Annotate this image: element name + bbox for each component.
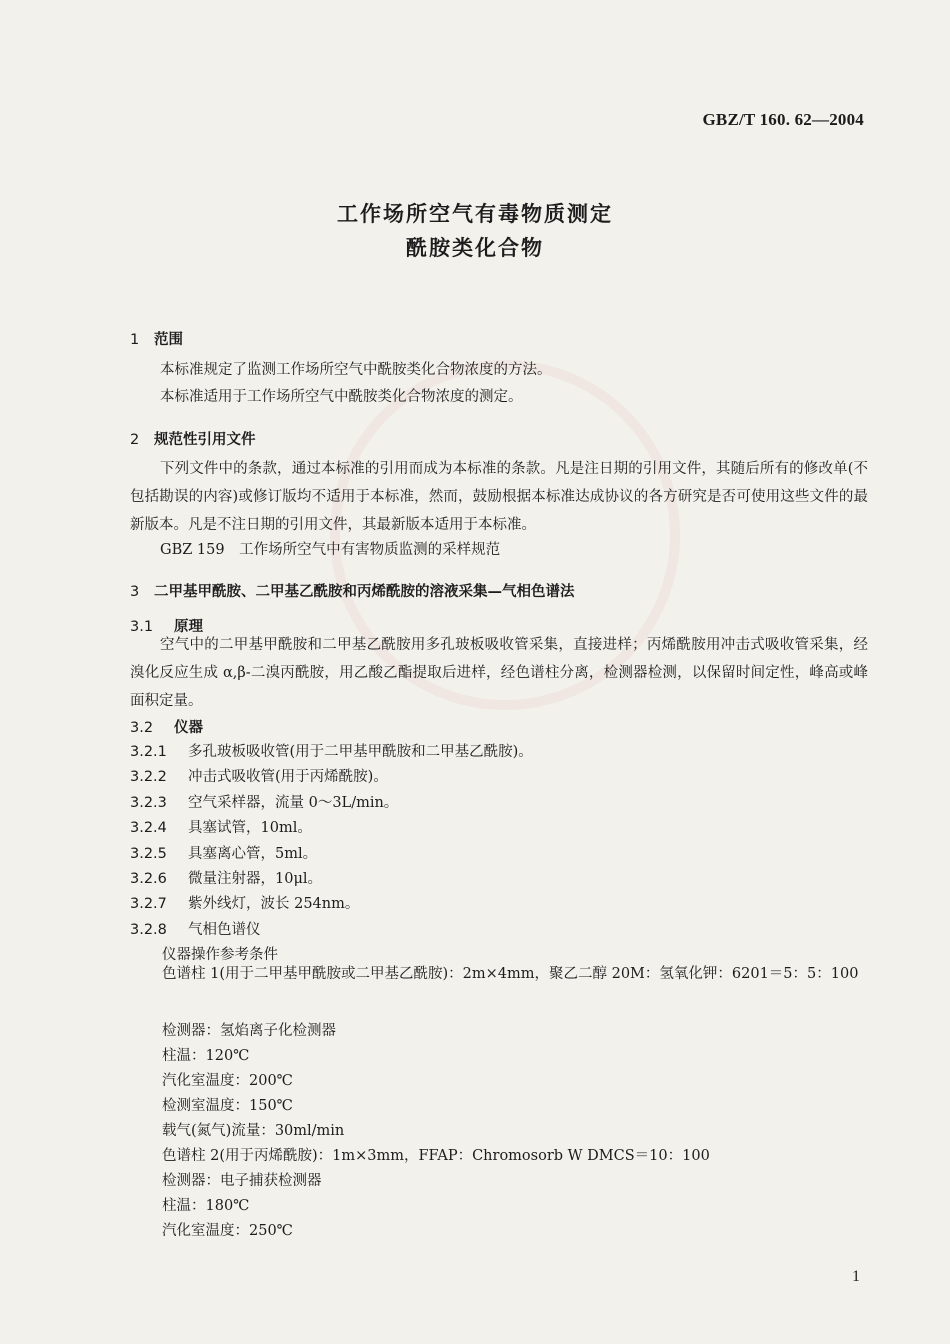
paragraph: 下列文件中的条款，通过本标准的引用而成为本标准的条款。凡是注日期的引用文件，其随后所有的修改单(不包括勘误的内容)或修订版均不适用于本标准，然而，鼓励根据本标准达成协议的各方研究是否可使用这些文件的最新版本。凡是不注日期的引用文件，其最新版本适用于本标准。 (130, 461, 868, 533)
paragraph: 本标准适用于工作场所空气中酰胺类化合物浓度的测定。 (160, 389, 523, 405)
document-code: GBZ/T 160. 62—2004 (702, 110, 864, 129)
list-item: 3.2.4 具塞试管，10ml。 (130, 820, 312, 836)
condition-line: 柱温：120℃ (162, 1048, 250, 1064)
paragraph: 空气中的二甲基甲酰胺和二甲基乙酰胺用多孔玻板吸收管采集，直接进样；丙烯酰胺用冲击式吸收管采集，经溴化反应生成 α,β-二溴丙酰胺，用乙酸乙酯提取后进样，经色谱柱分离，检测器检测，以保留时间定性，峰高或峰面积定量。 (130, 637, 868, 709)
condition-line: 载气(氮气)流量：30ml/min (162, 1123, 345, 1139)
list-item: 3.2.8 气相色谱仪 (130, 922, 261, 938)
section-heading-3: 3 二甲基甲酰胺、二甲基乙酰胺和丙烯酰胺的溶液采集—气相色谱法 (130, 584, 575, 600)
page-number: 1 (852, 1268, 860, 1285)
condition-line: 检测室温度：150℃ (162, 1098, 293, 1114)
condition-line: 检测器：电子捕获检测器 (162, 1173, 322, 1189)
conditions-heading: 仪器操作参考条件 (162, 947, 278, 963)
section-heading-2: 2 规范性引用文件 (130, 432, 256, 448)
condition-line: 柱温：180℃ (162, 1198, 250, 1214)
list-item: 3.2.5 具塞离心管，5ml。 (130, 846, 318, 862)
list-item: 3.2.7 紫外线灯，波长 254nm。 (130, 896, 360, 912)
page-subtitle: 酰胺类化合物 (406, 236, 544, 260)
list-item: 3.2.3 空气采样器，流量 0～3L/min。 (130, 795, 399, 811)
column-spec-2: 色谱柱 2(用于丙烯酰胺)：1m×3mm，FFAP：Chromosorb W DMCS＝10：100 (162, 1148, 710, 1164)
section-heading-1: 1 范围 (130, 332, 183, 348)
subsection-heading-3-2: 3.2 仪器 (130, 720, 203, 736)
condition-line: 检测器：氢焰离子化检测器 (162, 1023, 336, 1039)
subsection-heading-3-1: 3.1 原理 (130, 619, 203, 635)
list-item: 3.2.6 微量注射器，10μl。 (130, 871, 323, 887)
list-item: 3.2.1 多孔玻板吸收管(用于二甲基甲酰胺和二甲基乙酰胺)。 (130, 744, 533, 760)
condition-line: 汽化室温度：250℃ (162, 1223, 293, 1239)
paragraph: 本标准规定了监测工作场所空气中酰胺类化合物浓度的方法。 (160, 362, 552, 378)
page-title: 工作场所空气有毒物质测定 (337, 202, 613, 226)
list-item: 3.2.2 冲击式吸收管(用于丙烯酰胺)。 (130, 769, 388, 785)
reference-item: GBZ 159 工作场所空气中有害物质监测的采样规范 (160, 542, 501, 558)
column-spec-1: 色谱柱 1(用于二甲基甲酰胺或二甲基乙酰胺)：2m×4mm，聚乙二醇 20M：氢氧化钾：6201＝5：5：100 (162, 966, 859, 982)
condition-line: 汽化室温度：200℃ (162, 1073, 293, 1089)
